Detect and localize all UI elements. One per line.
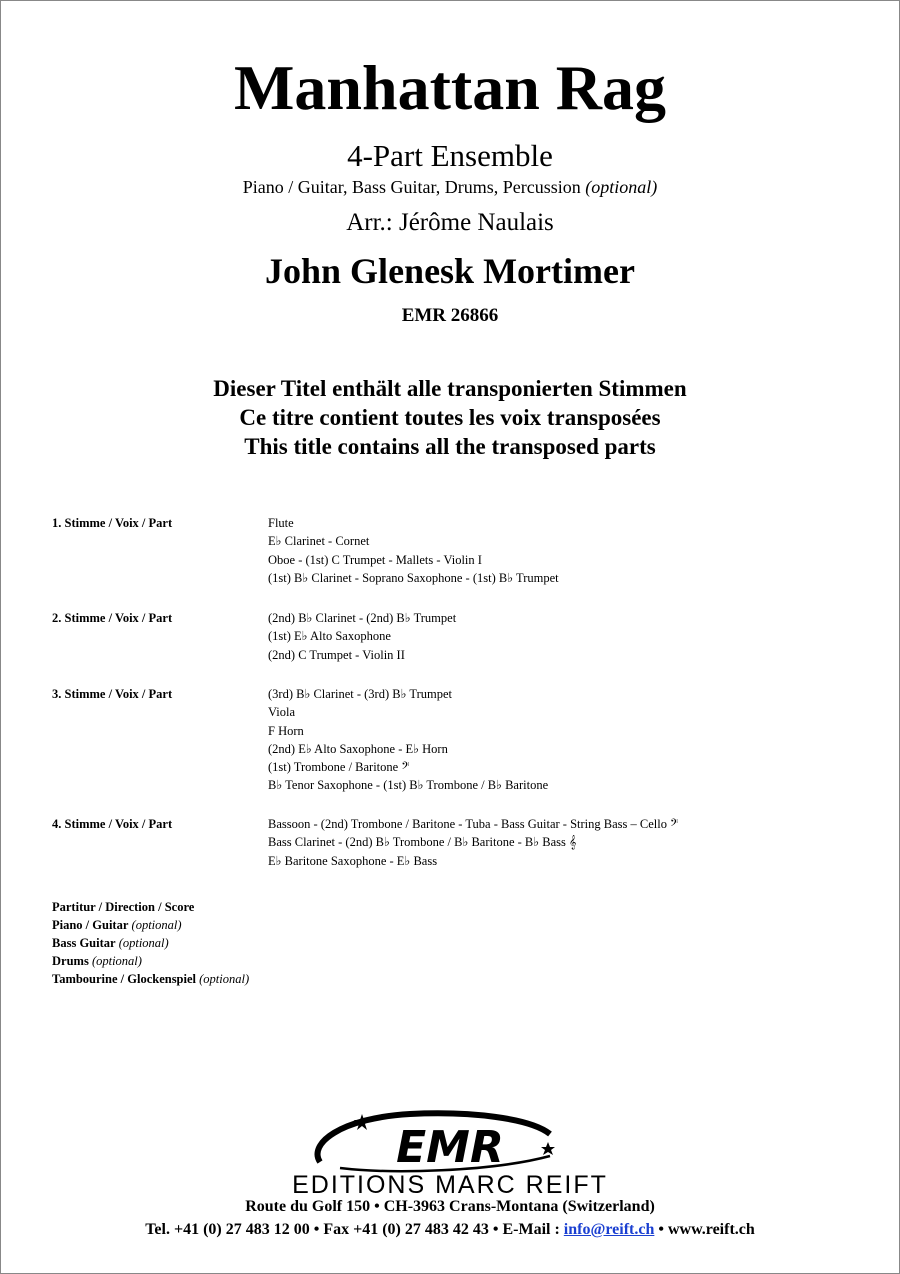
emr-logo (300, 1104, 600, 1180)
contact-website: • www.reift.ch (654, 1221, 755, 1238)
extra-part-name: Bass Guitar (52, 936, 116, 950)
extra-part-note: (optional) (118, 936, 169, 950)
instrument-line: F Horn (268, 723, 304, 738)
extra-part (52, 898, 249, 916)
subtitle: 4-Part Ensemble (347, 138, 553, 173)
instrument-line: Flute (268, 516, 294, 530)
instrument-list (268, 815, 678, 870)
extra-parts-list (52, 898, 249, 988)
instrumentation-main: Piano / Guitar, Bass Guitar, Drums, Percussion (242, 177, 581, 197)
publisher-address: Route du Golf 150 • CH-3963 Crans-Montana (Switzerland) (245, 1198, 655, 1215)
instrument-line: (2nd) B♭ Clarinet - (2nd) B♭ Trumpet (268, 611, 457, 625)
instrument-list (268, 685, 548, 795)
notice-english: This title contains all the transposed parts (244, 434, 656, 459)
extra-part-note: (optional) (91, 954, 142, 968)
page-title: Manhattan Rag (233, 52, 667, 123)
part-label: 3. Stimme / Voix / Part (52, 687, 173, 701)
extra-part-name: Drums (52, 954, 89, 968)
instrument-line: (2nd) E♭ Alto Saxophone - E♭ Horn (268, 741, 448, 756)
extra-part (52, 970, 249, 988)
instrument-line: (1st) E♭ Alto Saxophone (268, 629, 391, 644)
instrument-line: E♭ Baritone Saxophone - E♭ Bass (268, 853, 438, 868)
notice-german: Dieser Titel enthält alle transponierten Stimmen (213, 376, 687, 401)
instrument-line: Oboe - (1st) C Trumpet - Mallets - Violin I (268, 552, 482, 567)
instrument-line: Viola (268, 705, 296, 720)
instrumentation-optional: (optional) (585, 177, 658, 197)
notice-french: Ce titre contient toutes les voix transposées (239, 405, 661, 430)
instrumentation (0, 176, 900, 198)
instrument-line: (3rd) B♭ Clarinet - (3rd) B♭ Trumpet (268, 687, 452, 701)
part-label: 4. Stimme / Voix / Part (52, 817, 173, 831)
catalog-code: EMR 26866 (401, 305, 499, 326)
extra-part-name: Piano / Guitar (52, 918, 129, 932)
instrument-line: (1st) B♭ Clarinet - Soprano Saxophone - (1st) B♭ Trumpet (268, 570, 559, 585)
instrument-list (268, 609, 456, 664)
instrument-line: Bassoon - (2nd) Trombone / Baritone - Tuba - Bass Guitar - String Bass – Cello 𝄢 (268, 817, 679, 831)
instrument-line: Bass Clarinet - (2nd) B♭ Trombone / B♭ Baritone - B♭ Bass 𝄞 (268, 835, 577, 850)
email-link[interactable]: info@reift.ch (563, 1221, 655, 1238)
publisher-contact (0, 1219, 900, 1241)
instrument-line: (2nd) C Trumpet - Violin II (268, 647, 405, 662)
part-label: 2. Stimme / Voix / Part (52, 611, 173, 625)
extra-part-name: Partitur / Direction / Score (52, 900, 195, 914)
part-label: 1. Stimme / Voix / Part (52, 516, 173, 530)
arranger: Arr.: Jérôme Naulais (346, 209, 554, 236)
extra-part-note: (optional) (199, 972, 250, 986)
instrument-line: B♭ Tenor Saxophone - (1st) B♭ Trombone / B♭ Baritone (268, 778, 549, 793)
logo-text: EMR (396, 1122, 504, 1173)
extra-part-name: Tambourine / Glockenspiel (52, 972, 197, 986)
publisher-name: EDITIONS MARC REIFT (292, 1171, 608, 1199)
extra-part (52, 952, 249, 970)
extra-part (52, 934, 249, 952)
instrument-line: E♭ Clarinet - Cornet (268, 534, 370, 549)
instrument-list (268, 514, 559, 587)
contact-phone-fax: Tel. +41 (0) 27 483 12 00 • Fax +41 (0) 27 483 42 43 • E-Mail : (145, 1221, 564, 1238)
extra-part (52, 916, 249, 934)
star-icon (541, 1142, 555, 1155)
composer: John Glenesk Mortimer (265, 251, 635, 291)
extra-part-note: (optional) (131, 918, 182, 932)
instrument-line: (1st) Trombone / Baritone 𝄢 (268, 760, 410, 775)
